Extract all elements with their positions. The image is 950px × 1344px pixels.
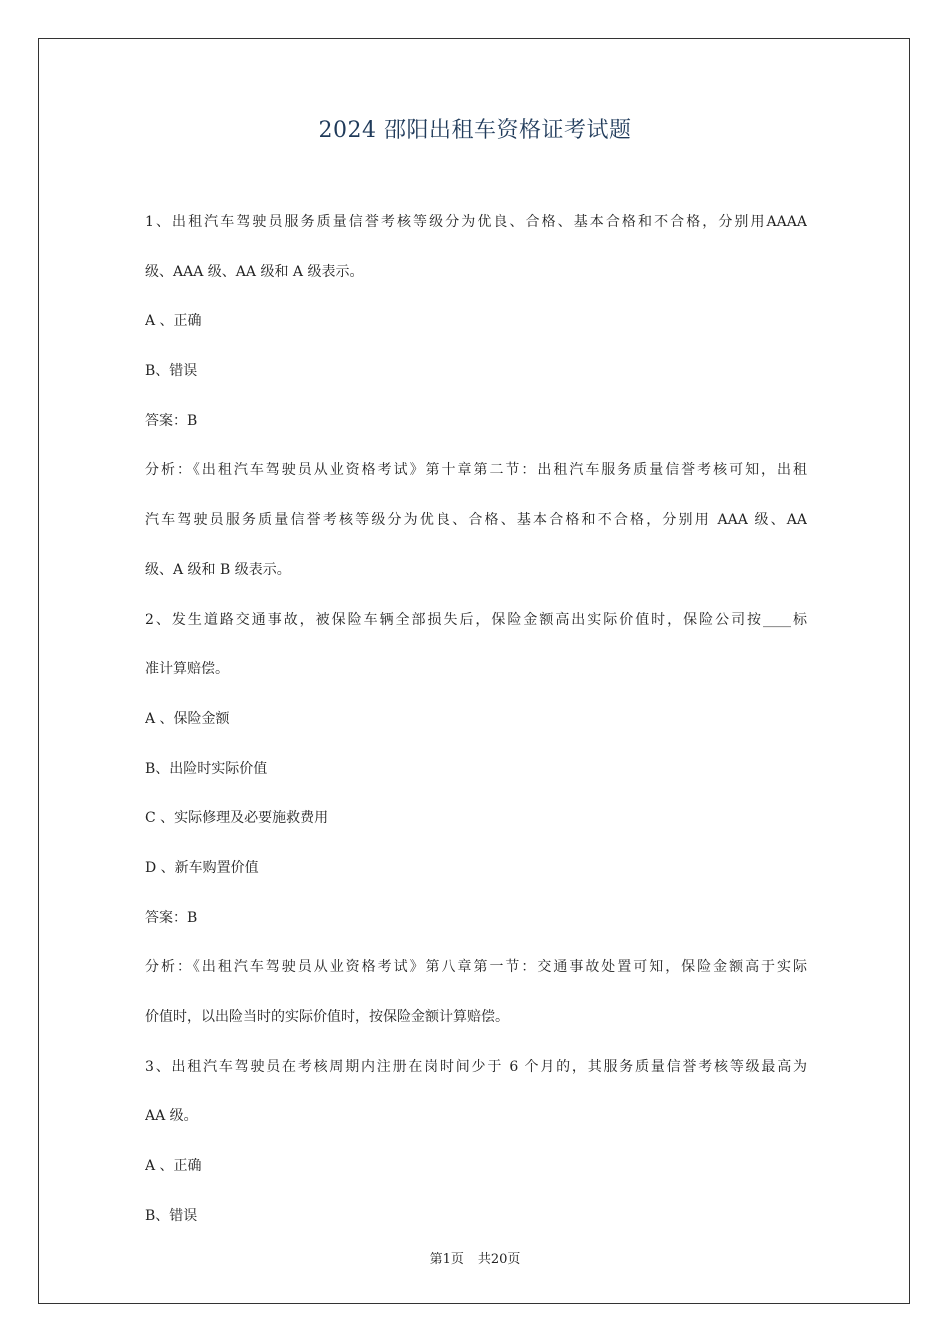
q2-analysis-line-1: 分析：《出租汽车驾驶员从业资格考试》第八章第一节：交通事故处置可知，保险金额高于实际 — [145, 959, 807, 976]
q1-option-b: B、错误 — [145, 363, 198, 380]
page-footer — [0, 1248, 950, 1267]
q1-analysis-line-3: 级、A 级和 B 级表示。 — [145, 561, 291, 578]
q1-stem-line-2: 级、AAA 级、AA 级和 A 级表示。 — [145, 263, 364, 280]
q2-option-c: C 、实际修理及必要施救费用 — [145, 810, 329, 827]
q2-stem-line-1: 2、发生道路交通事故，被保险车辆全部损失后，保险金额高出实际价值时，保险公司按____标 — [145, 611, 807, 628]
q3-stem-line-2: AA 级。 — [145, 1108, 198, 1125]
q1-option-a: A 、正确 — [145, 313, 202, 330]
q3-option-a: A 、正确 — [145, 1158, 202, 1175]
page-total: 共20页 — [477, 1252, 521, 1267]
q1-answer: 答案：B — [145, 412, 198, 429]
q2-option-b: B、出险时实际价值 — [145, 760, 268, 777]
q2-analysis-line-2: 价值时，以出险当时的实际价值时，按保险金额计算赔偿。 — [145, 1009, 509, 1025]
q3-stem-line-1: 3、出租汽车驾驶员在考核周期内注册在岗时间少于 6 个月的，其服务质量信誉考核等级最高为 — [145, 1058, 807, 1075]
q2-answer: 答案：B — [145, 909, 198, 926]
q1-analysis-line-1: 分析：《出租汽车驾驶员从业资格考试》第十章第二节：出租汽车服务质量信誉考核可知，出租 — [145, 462, 807, 479]
q2-option-a: A 、保险金额 — [145, 710, 230, 727]
q1-analysis-line-2: 汽车驾驶员服务质量信誉考核等级分为优良、合格、基本合格和不合格，分别用 AAA 级、AA — [145, 512, 807, 529]
document-title: 2024 邵阳出租车资格证考试题 — [318, 118, 632, 143]
page-number: 第1页 — [429, 1252, 464, 1267]
document-body — [145, 198, 807, 1241]
q2-option-d: D 、新车购置价值 — [145, 859, 259, 876]
q2-stem-line-2: 准计算赔偿。 — [145, 661, 229, 678]
q3-option-b: B、错误 — [145, 1207, 198, 1224]
q1-stem-line-1: 1、出租汽车驾驶员服务质量信誉考核等级分为优良、合格、基本合格和不合格，分别用AAAA — [145, 214, 807, 230]
